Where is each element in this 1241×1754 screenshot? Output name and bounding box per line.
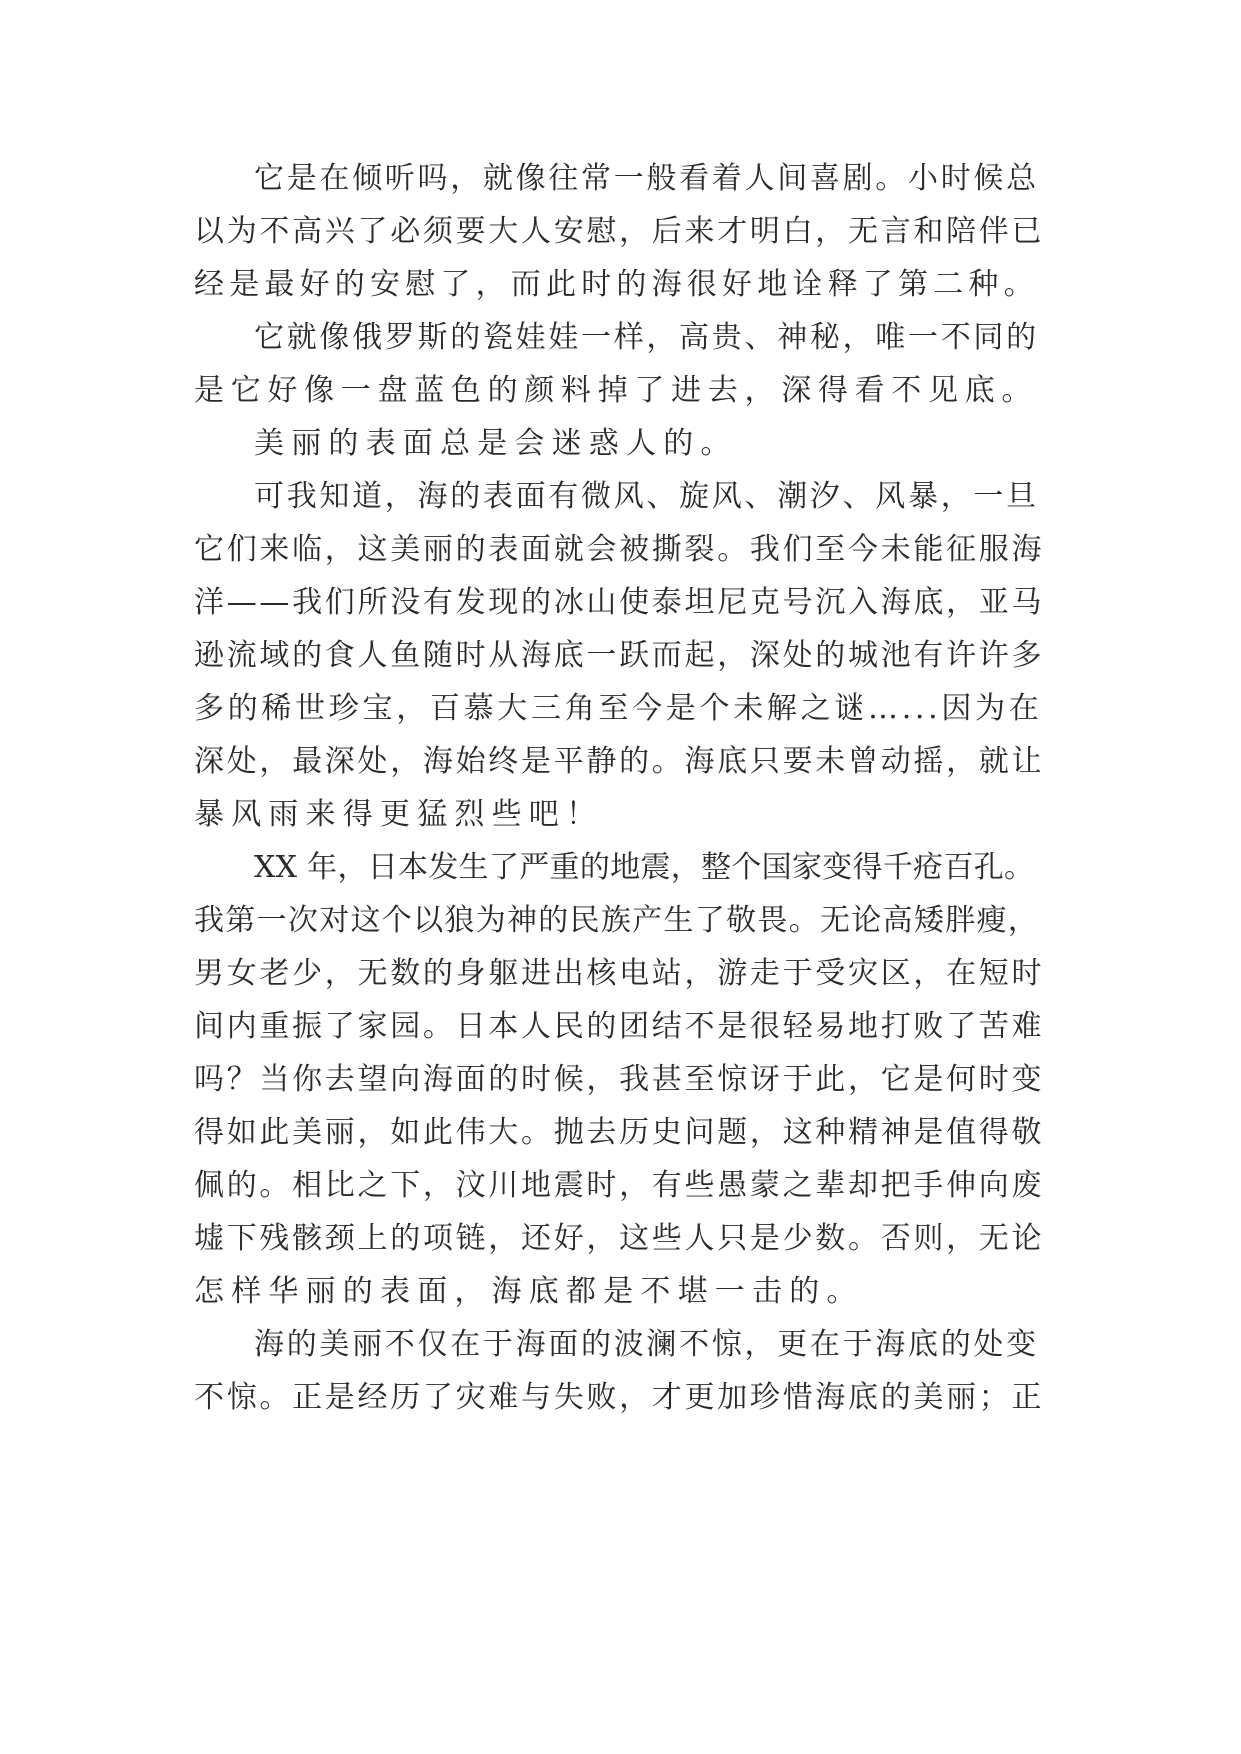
text-line: 它是在倾听吗，就像往常一般看着人间喜剧。小时候总 (254, 161, 1039, 196)
text-line: 我第一次对这个以狼为神的民族产生了敬畏。无论高矮胖瘦， (194, 903, 1040, 938)
text-line: 深处，最深处，海始终是平静的。海底只要未曾动摇，就让 (194, 744, 1045, 779)
text-line: 墟下残骸颈上的项链，还好，这些人只是少数。否则，无论 (194, 1221, 1045, 1256)
text-line: 经是最好的安慰了，而此时的海很好地诠释了第二种。 (194, 267, 1039, 302)
text-line: 佩的。相比之下，汶川地震时，有些愚蒙之辈却把手伸向废 (194, 1168, 1045, 1203)
text-line: 以为不高兴了必须要大人安慰，后来才明白，无言和陪伴已 (194, 214, 1045, 249)
text-line: 怎样华丽的表面，海底都是不堪一击的。 (194, 1274, 864, 1309)
text-line: 是它好像一盘蓝色的颜料掉了进去，深得看不见底。 (194, 373, 1039, 408)
text-line: 间内重振了家园。日本人民的团结不是很轻易地打败了苦难 (194, 1009, 1045, 1044)
text-line: 它们来临，这美丽的表面就会被撕裂。我们至今未能征服海 (194, 532, 1045, 567)
text-line: 多的稀世珍宝，百慕大三角至今是个未解之谜…...因为在 (194, 691, 1043, 726)
text-line: 它就像俄罗斯的瓷娃娃一样，高贵、神秘，唯一不同的 (254, 320, 1039, 355)
text-line: 吗？当你去望向海面的时候，我甚至惊讶于此，它是何时变 (194, 1062, 1045, 1097)
text-line: 得如此美丽，如此伟大。抛去历史问题，这种精神是值得敬 (194, 1115, 1045, 1150)
text-line: 洋——我们所没有发现的冰山使泰坦尼克号沉入海底，亚马 (194, 585, 1045, 620)
text-line: 暴风雨来得更猛烈些吧！ (194, 797, 604, 832)
text-line: XX 年，日本发生了严重的地震，整个国家变得千疮百孔。 (254, 850, 1035, 885)
text-line: 海的美丽不仅在于海面的波澜不惊，更在于海底的处变 (254, 1327, 1039, 1362)
text-line: 逊流域的食人鱼随时从海底一跃而起，深处的城池有许许多 (194, 638, 1045, 673)
text-line: 不惊。正是经历了灾难与失败，才更加珍惜海底的美丽；正 (194, 1380, 1045, 1415)
text-line: 可我知道，海的表面有微风、旋风、潮汐、风暴，一旦 (254, 479, 1039, 514)
text-line: 男女老少，无数的身躯进出核电站，游走于受灾区，在短时 (194, 956, 1045, 991)
text-line: 美丽的表面总是会迷惑人的。 (254, 426, 738, 461)
